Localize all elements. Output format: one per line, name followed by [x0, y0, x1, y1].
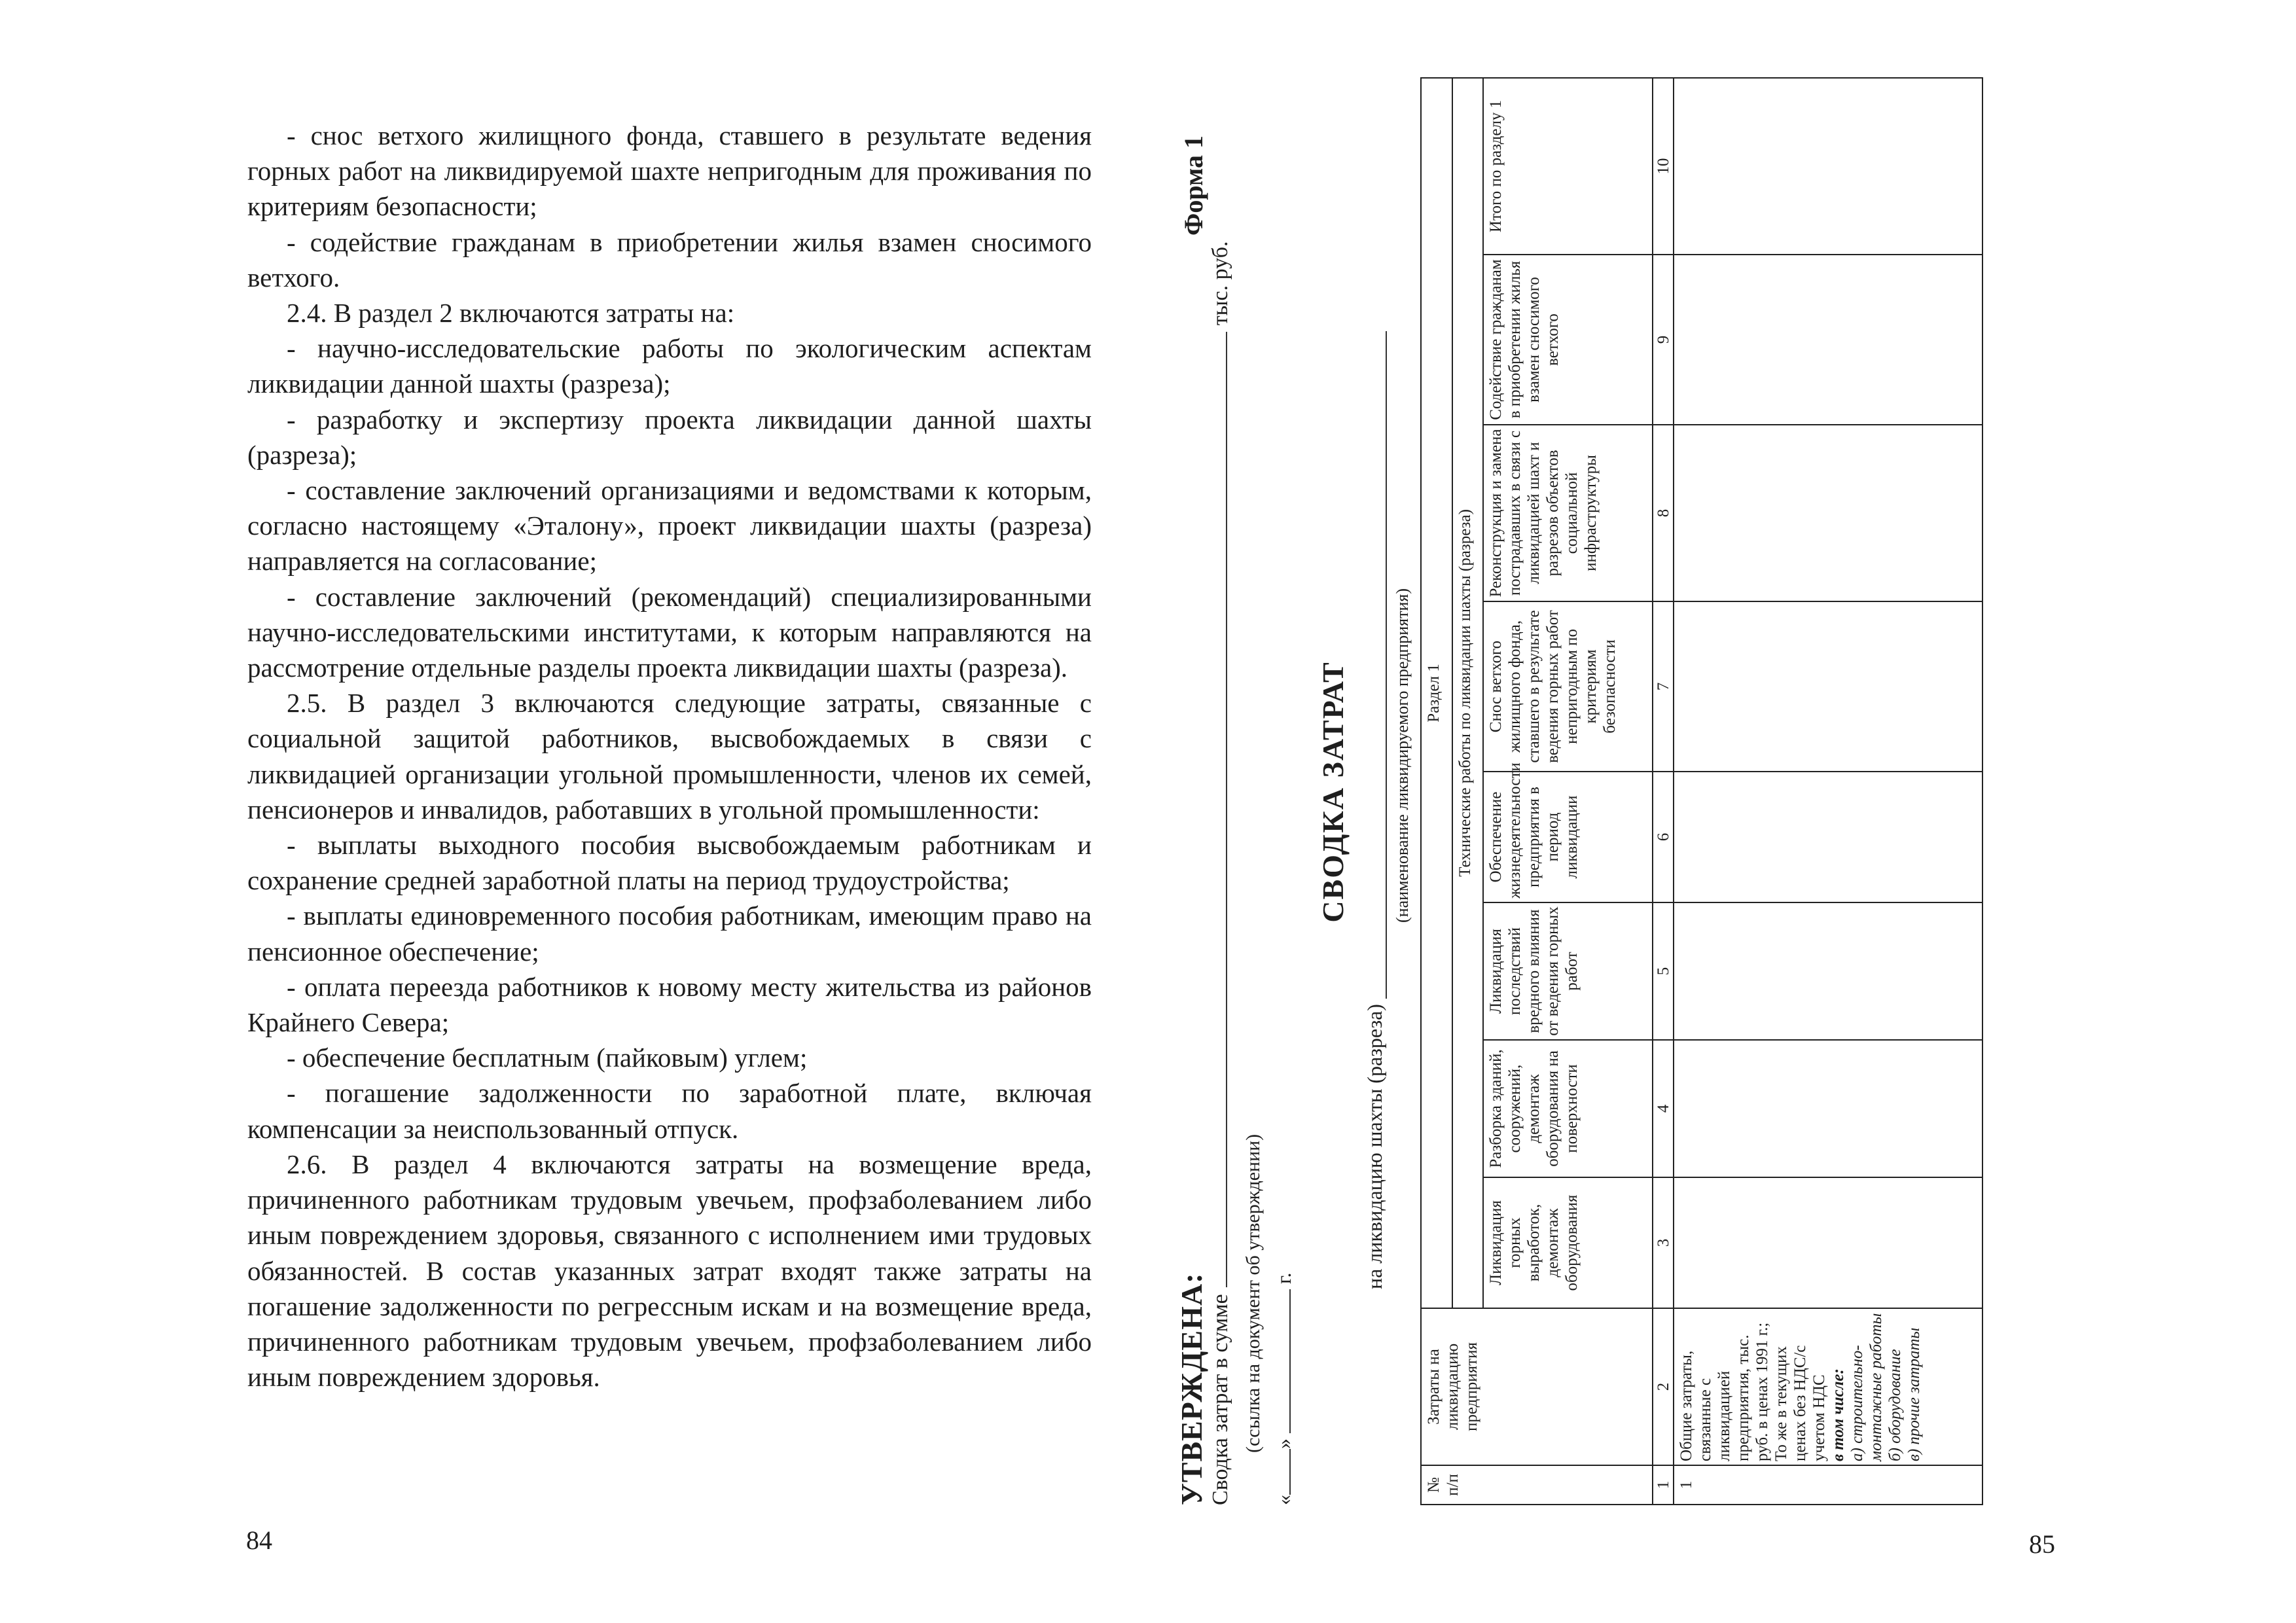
row-title-current-prices: То же в текущих ценах без НДС/с учетом НДС: [1772, 1345, 1829, 1461]
paragraph: - разработку и экспертизу проекта ликвидации данной шахты (разреза);: [247, 404, 1092, 470]
col-number-cell: 9: [1653, 255, 1674, 425]
value-cell: [1674, 255, 1982, 425]
paragraph: 2.5. В раздел 3 включаются следующие затраты, связанные с социальной защитой работников, высвобождаемых в связи с ликвидацией организации угольной промышленности, членов их семей, пенсионеров и инвалидов, работавших в угольной промышленности:: [247, 688, 1092, 825]
col-number-cell: 7: [1653, 601, 1674, 772]
header-col-10: Итого по разделу 1: [1483, 78, 1653, 255]
approved-sum-label: Сводка затрат в сумме: [1208, 1294, 1232, 1505]
col-number-cell: 10: [1653, 78, 1674, 255]
approved-sum-unit: тыс. руб.: [1208, 241, 1232, 326]
header-col-9: Содействие гражданам в приобретении жилья взамен сносимого ветхого: [1483, 255, 1653, 425]
table-header-row-3: [1483, 78, 1653, 1505]
approval-block: [1175, 241, 1297, 1505]
row-including: в том числе:: [1829, 1368, 1848, 1461]
header-col-no: № п/п: [1421, 1465, 1653, 1505]
header-col-4: Разборка зданий, сооружений, демонтаж оборудования на поверхности: [1483, 1040, 1653, 1177]
paragraph: - составление заключений (рекомендаций) специализированными научно-исследовательскими институтами, к которым направляются на рассмотрение отдельные разделы проекта ликвидации шахты (разреза).: [247, 581, 1092, 683]
header-col-3: Ликвидация горных выработок, демонтаж оборудования: [1483, 1177, 1653, 1308]
table-header-row-1: [1421, 78, 1452, 1505]
paragraph: - выплаты выходного пособия высвобождаемым работникам и сохранение средней заработной платы на период трудоустройства;: [247, 830, 1092, 896]
paragraph: 2.4. В раздел 2 включаются затраты на:: [287, 298, 735, 329]
col-number-cell: 4: [1653, 1040, 1674, 1177]
sum-blank-line: [1226, 332, 1227, 1287]
document-subtitle: на ликвидацию шахты (разреза): [1363, 1004, 1386, 1289]
paragraph: - выплаты единовременного пособия работникам, имеющим право на пенсионное обеспечение;: [247, 901, 1092, 967]
header-section: Раздел 1: [1421, 78, 1452, 1308]
date-quote-open: «: [1272, 1495, 1295, 1505]
page-number-right: 85: [2029, 1529, 2055, 1559]
row-c-other: в) прочие затраты: [1905, 1327, 1924, 1461]
cost-summary-table: [1420, 77, 1983, 1505]
header-col-7: Снос ветхого жилищного фонда, ставшего в результате ведения горных работ непригодным по критериям безопасности: [1483, 601, 1653, 772]
paragraph: - содействие гражданам в приобретении жилья взамен сносимого ветхого.: [247, 226, 1092, 293]
enterprise-name-blank: [1366, 331, 1387, 999]
row-b-equipment: б) оборудование: [1886, 1349, 1905, 1461]
row-number: 1: [1674, 1465, 1982, 1505]
date-year-suffix: г.: [1272, 1272, 1295, 1284]
date-quote-close: »: [1272, 1438, 1295, 1449]
approved-sum-line: [1207, 241, 1234, 1505]
value-cell: [1674, 601, 1982, 772]
form-label: Форма 1: [1179, 135, 1208, 236]
value-cell: [1674, 1040, 1982, 1177]
header-col-8: Реконструкция и замена пострадавших в связи с ликвидацией шахт и разрезов объектов социальной инфраструктуры: [1483, 425, 1653, 601]
document-subtitle-caption: (наименование ликвидируемого предприятия): [1393, 588, 1412, 923]
date-day-blank: [1289, 1449, 1291, 1495]
table-header-row-2: [1452, 78, 1484, 1505]
header-col-6: Обеспечение жизнедеятельности предприятия в период ликвидации: [1483, 772, 1653, 902]
paragraph: - оплата переезда работников к новому месту жительства из районов Крайнего Севера;: [247, 971, 1092, 1038]
col-number-cell: 8: [1653, 425, 1674, 601]
row-a-construction: а) строительно-монтажные работы: [1848, 1313, 1886, 1461]
paragraph: - научно-исследовательские работы по экологическим аспектам ликвидации данной шахты (разреза);: [247, 333, 1092, 399]
header-col-costs: Затраты на ликвидацию предприятия: [1421, 1308, 1653, 1465]
approved-title: УТВЕРЖДЕНА:: [1175, 1272, 1208, 1505]
document-title: СВОДКА ЗАТРАТ: [1316, 661, 1350, 923]
header-col-5: Ликвидация последствий вредного влияния от ведения горных работ: [1483, 902, 1653, 1040]
value-cell: [1674, 772, 1982, 902]
document-subtitle-line: [1363, 331, 1387, 1289]
left-page-text: [247, 118, 1092, 1395]
paragraph: 2.6. В раздел 4 включаются затраты на возмещение вреда, причиненного работникам трудовым увечьем, профзаболеванием либо иным повреждением здоровья, связанного с исполнением ими трудовых обязанностей. В состав указанных затрат входят также затраты на погашение задолженности по регрессным искам и на возмещение вреда, причиненного работникам трудовым увечьем, профзаболеванием либо иным повреждением здоровья.: [247, 1149, 1092, 1393]
col-number-cell: 6: [1653, 772, 1674, 902]
page-number-left: 84: [246, 1525, 272, 1555]
value-cell: [1674, 1177, 1982, 1308]
approved-ref-caption: (ссылка на документ об утверждении): [1242, 1133, 1264, 1453]
right-page-form: [1175, 79, 1983, 1505]
value-cell: [1674, 425, 1982, 601]
approval-date-line: [1270, 241, 1297, 1505]
col-number-cell: 2: [1653, 1308, 1674, 1465]
paragraph: - снос ветхого жилищного фонда, ставшего в результате ведения горных работ на ликвидируемой шахте непригодным для проживания по критериям безопасности;: [247, 120, 1092, 222]
col-number-cell: 1: [1653, 1465, 1674, 1505]
date-month-blank: [1289, 1289, 1291, 1433]
row-description: [1674, 1308, 1982, 1465]
paragraph: - обеспечение бесплатным (пайковым) углем;: [287, 1043, 808, 1073]
value-cell: [1674, 78, 1982, 255]
paragraph: - погашение задолженности по заработной плате, включая компенсации за неиспользованный отпуск.: [247, 1078, 1092, 1144]
col-number-cell: 3: [1653, 1177, 1674, 1308]
header-group-technical: Технические работы по ликвидации шахты (разреза): [1452, 78, 1484, 1308]
col-number-cell: 5: [1653, 902, 1674, 1040]
value-cell: [1674, 902, 1982, 1040]
column-number-row: [1653, 78, 1674, 1505]
row-title: Общие затраты, связанные с ликвидацией предприятия, тыс. руб. в ценах 1991 г.;: [1677, 1322, 1772, 1461]
paragraph: - составление заключений организациями и ведомствами к которым, согласно настоящему «Эталону», проект ликвидации шахты (разреза) направляется на согласование;: [247, 475, 1092, 577]
table-row: [1674, 78, 1982, 1505]
